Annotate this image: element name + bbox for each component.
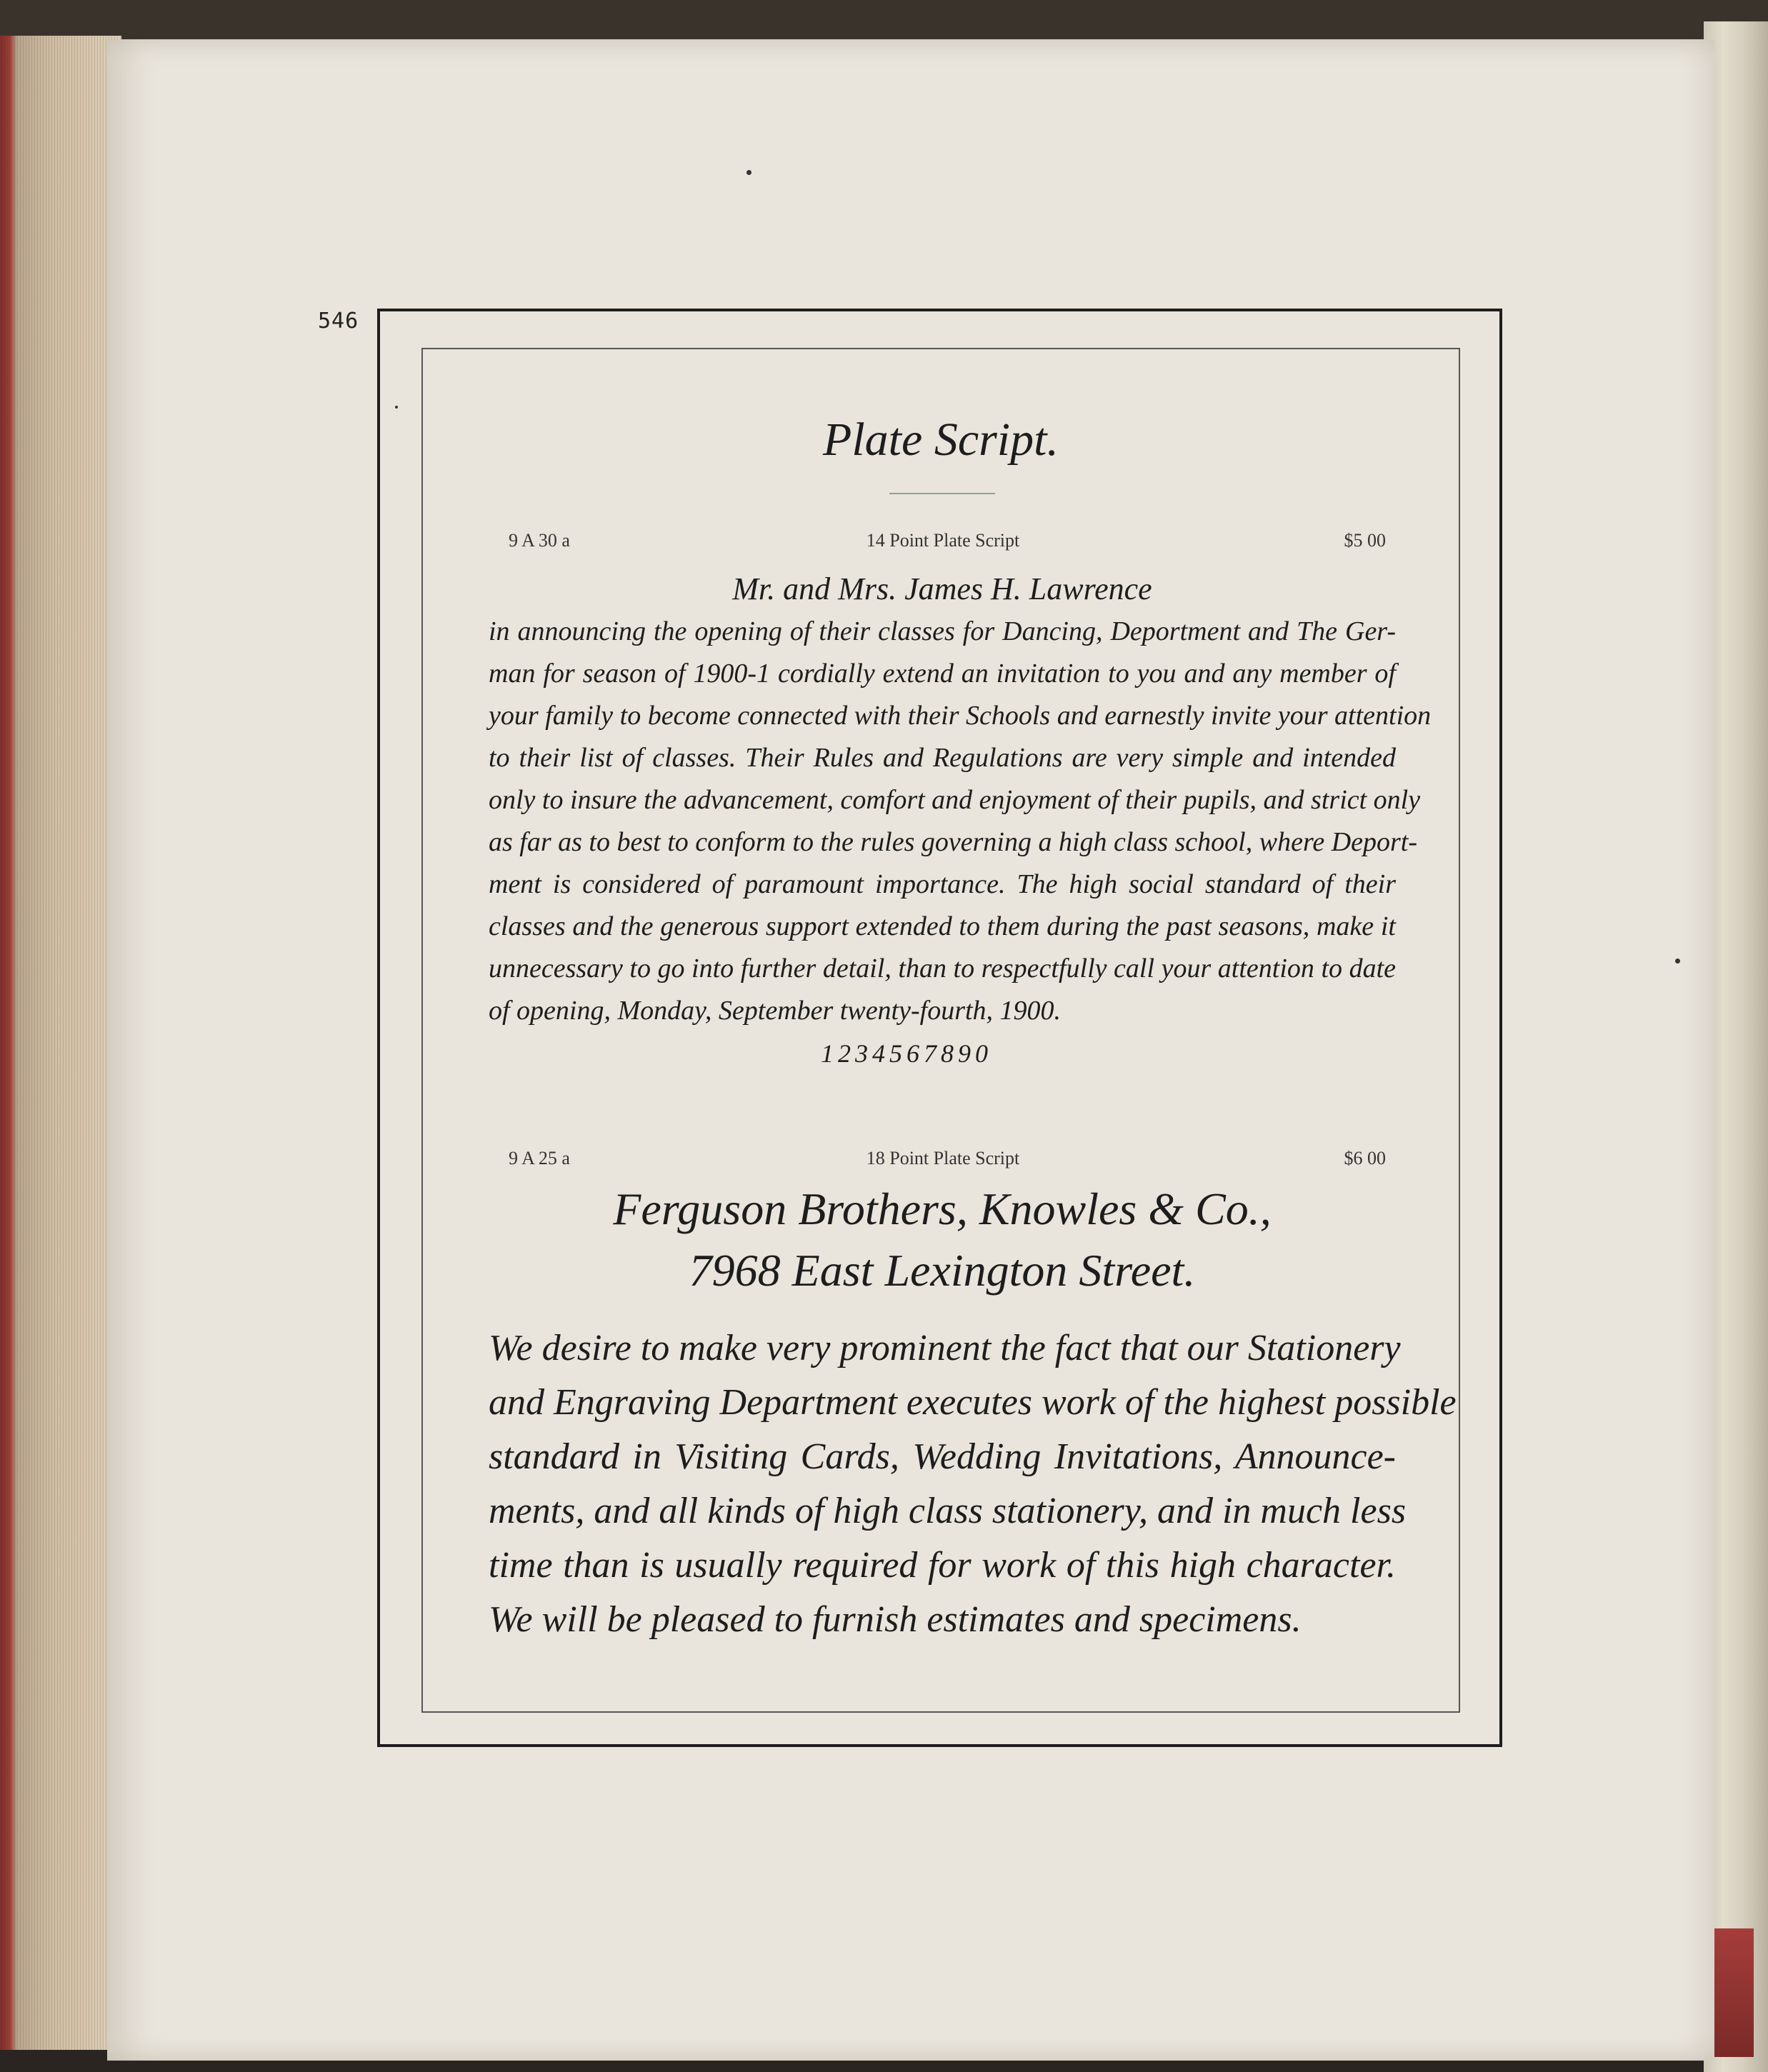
book-top-edge	[0, 0, 1768, 43]
paper-speck	[395, 406, 398, 409]
font-count: 9 A 25 a	[509, 1148, 570, 1168]
specimen-heading: 7968 East Lexington Street.	[689, 1245, 1196, 1296]
title-rule	[889, 493, 995, 494]
specimen-line: man for season of 1900-1 cordially extend an invitation to you and any member of	[489, 659, 1396, 689]
paper-speck	[1675, 959, 1680, 964]
specimen-18pt	[489, 1178, 1457, 1647]
specimen-line: standard in Visiting Cards, Wedding Invitations, Announce-	[489, 1436, 1396, 1477]
page-title: Plate Script.	[823, 414, 1059, 466]
specimen-heading: Ferguson Brothers, Knowles & Co.,	[613, 1183, 1272, 1234]
specimen-line: as far as to best to conform to the rules governing a high class school, where Deport-	[489, 827, 1417, 857]
specimen-line: your family to become connected with their Schools and earnestly invite your attention	[489, 701, 1432, 731]
specimen-line: of opening, Monday, September twenty-fourth, 1900.	[489, 996, 1062, 1026]
specimen-line: unnecessary to go into further detail, than to respectfully call your attention to date	[489, 954, 1396, 984]
specimen-14pt	[489, 568, 1432, 1075]
specimen-line: classes and the generous support extended to them during the past seasons, make it	[489, 911, 1396, 941]
specimen-line: ments, and all kinds of high class stationery, and in much less	[489, 1491, 1407, 1531]
paper-speck	[746, 170, 751, 175]
specimen-line: in announcing the opening of their classes for Dancing, Deportment and The Ger-	[489, 616, 1396, 646]
specimen-line: to their list of classes. Their Rules and Regulations are very simple and intended	[489, 743, 1396, 773]
page-number: 546	[318, 309, 359, 334]
specimen-line: We desire to make very prominent the fact that our Stationery	[489, 1328, 1401, 1368]
font-count: 9 A 30 a	[509, 530, 570, 551]
specimen-line: We will be pleased to furnish estimates and specimens.	[489, 1599, 1302, 1640]
specimen-heading: Mr. and Mrs. James H. Lawrence	[732, 571, 1152, 606]
specimen-digits: 1234567890	[821, 1039, 992, 1068]
specimen-line: and Engraving Department executes work of the highest possible	[489, 1382, 1457, 1423]
spec-row-18pt	[500, 1148, 1386, 1176]
spec-row-14pt	[500, 530, 1386, 559]
specimen-line: ment is considered of paramount importance. The high social standard of their	[489, 869, 1396, 899]
specimen-line: only to insure the advancement, comfort and enjoyment of their pupils, and strict only	[489, 785, 1421, 815]
font-size-name: 14 Point Plate Script	[866, 530, 1020, 551]
font-price: $6 00	[1344, 1148, 1386, 1168]
book-left-page-edges	[0, 36, 121, 2050]
specimen-line: time than is usually required for work of this high character.	[489, 1545, 1396, 1586]
font-price: $5 00	[1344, 530, 1386, 551]
font-size-name: 18 Point Plate Script	[866, 1148, 1020, 1168]
